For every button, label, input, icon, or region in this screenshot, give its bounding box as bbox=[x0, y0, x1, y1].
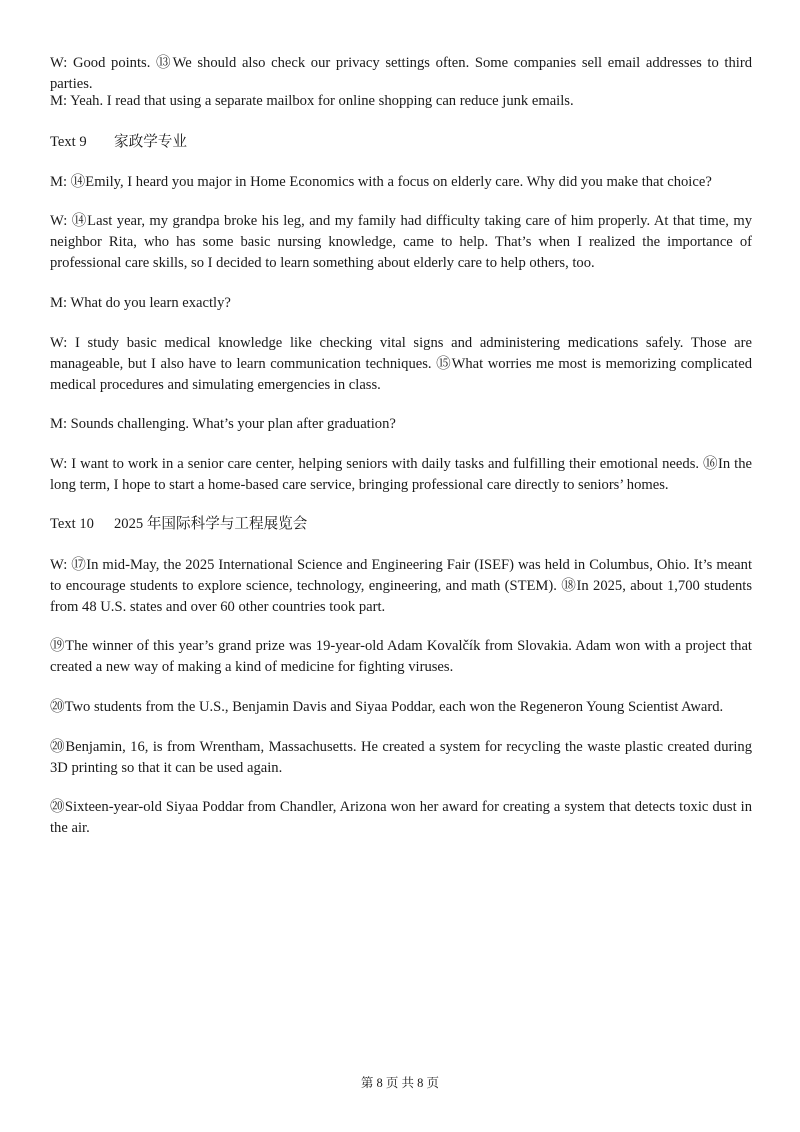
text9-heading bbox=[50, 132, 752, 153]
text9-paragraph: W: ⑭Last year, my grandpa broke his leg, and my family had difficulty taking care of him properly. At that time, my neighbor Rita, who has some basic nursing knowledge, came to help. That’s when I realized the importance of professional care skills, so I decided to learn something about elderly care to help others, too. bbox=[50, 213, 752, 271]
text9-paragraph: M: What do you learn exactly? bbox=[50, 295, 231, 311]
text10-paragraph: ⑳Benjamin, 16, is from Wrentham, Massachusetts. He created a system for recycling the waste plastic created during 3D printing so that it can be used again. bbox=[50, 739, 752, 776]
text10-title: 2025 年国际科学与工程展览会 bbox=[114, 516, 308, 532]
page-footer: 第 8 页 共 8 页 bbox=[360, 1076, 440, 1090]
text10-paragraph: ⑲The winner of this year’s grand prize was 19-year-old Adam Kovalčík from Slovakia. Adam won with a project that created a new way of making a kind of medicine for fighting viruses. bbox=[50, 638, 752, 675]
text9-label: Text 9 bbox=[50, 134, 87, 150]
text10-heading bbox=[50, 514, 752, 535]
text8-line-1: W: Good points. ⑬We should also check our privacy settings often. Some companies sell email addresses to third parties. bbox=[50, 55, 752, 92]
text9-paragraph: W: I want to work in a senior care center, helping seniors with daily tasks and fulfilling their emotional needs. ⑯In the long term, I hope to start a home-based care service, bringing professional care directly to seniors’ homes. bbox=[50, 456, 752, 493]
text9-title: 家政学专业 bbox=[114, 134, 187, 150]
text10-paragraph: ⑳Two students from the U.S., Benjamin Davis and Siyaa Poddar, each won the Regeneron Young Scientist Award. bbox=[50, 699, 724, 715]
text9-paragraph: W: I study basic medical knowledge like checking vital signs and administering medications safely. Those are manageable, but I also have to learn communication techniques. ⑮What worries me most is memorizing complicated medical procedures and simulating emergencies in class. bbox=[50, 335, 752, 393]
text10-paragraph: W: ⑰In mid-May, the 2025 International Science and Engineering Fair (ISEF) was held in Columbus, Ohio. It’s meant to encourage students to explore science, technology, engineering, and math (STEM). ⑱In 2025, about 1,700 students from 48 U.S. states and over 60 other countries took part. bbox=[50, 557, 752, 615]
text9-paragraph: M: ⑭Emily, I heard you major in Home Economics with a focus on elderly care. Why did you make that choice? bbox=[50, 174, 712, 190]
text10-label: Text 10 bbox=[50, 516, 94, 532]
text9-paragraph: M: Sounds challenging. What’s your plan after graduation? bbox=[50, 416, 396, 432]
text8-line-2: M: Yeah. I read that using a separate mailbox for online shopping can reduce junk emails. bbox=[50, 93, 574, 109]
text10-paragraph: ⑳Sixteen-year-old Siyaa Poddar from Chandler, Arizona won her award for creating a system that detects toxic dust in the air. bbox=[50, 799, 752, 836]
